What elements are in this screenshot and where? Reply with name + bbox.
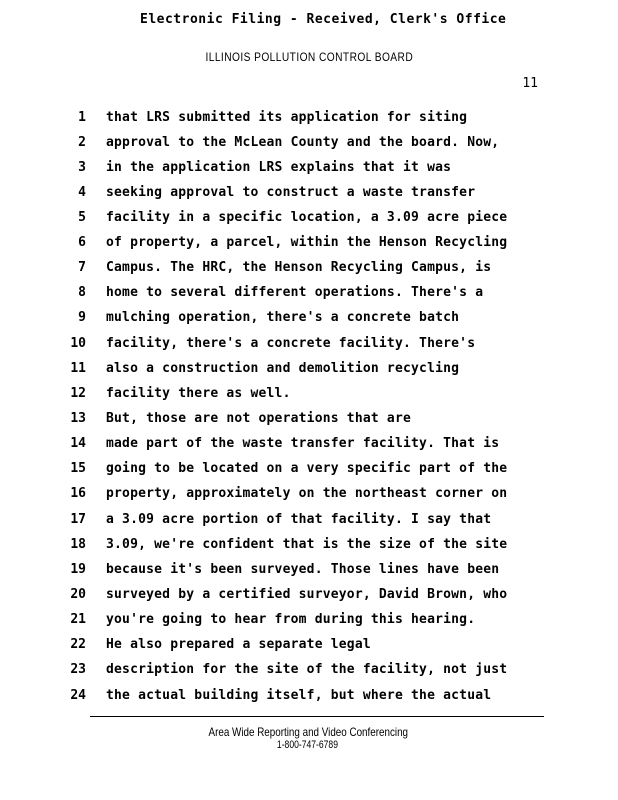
line-number: 23 <box>70 662 86 677</box>
transcript-line <box>0 587 618 612</box>
line-number: 19 <box>70 562 86 577</box>
line-number: 17 <box>70 512 86 527</box>
transcript-line <box>0 310 618 335</box>
line-number: 4 <box>78 185 86 200</box>
transcript-line <box>0 688 618 713</box>
line-text: of property, a parcel, within the Henson Recycling <box>106 235 508 250</box>
transcript-line <box>0 537 618 562</box>
footer-divider <box>90 716 544 717</box>
line-text: you're going to hear from during this hearing. <box>106 612 476 627</box>
transcript-line <box>0 185 618 210</box>
line-text: surveyed by a certified surveyor, David Brown, who <box>106 587 508 602</box>
transcript-line <box>0 260 618 285</box>
line-number: 11 <box>70 361 86 376</box>
line-text: facility in a specific location, a 3.09 acre piece <box>106 210 508 225</box>
line-text: description for the site of the facility, not just <box>106 662 508 677</box>
line-text: going to be located on a very specific part of the <box>106 461 508 476</box>
line-text: But, those are not operations that are <box>106 411 412 426</box>
line-number: 9 <box>78 310 86 325</box>
line-number: 21 <box>70 612 86 627</box>
line-text: Campus. The HRC, the Henson Recycling Campus, is <box>106 260 492 275</box>
transcript-line <box>0 210 618 235</box>
line-number: 18 <box>70 537 86 552</box>
line-text: the actual building itself, but where the actual <box>106 688 492 703</box>
line-text: mulching operation, there's a concrete batch <box>106 310 460 325</box>
line-text: seeking approval to construct a waste transfer <box>106 185 476 200</box>
line-number: 6 <box>78 235 86 250</box>
line-number: 8 <box>78 285 86 300</box>
line-number: 15 <box>70 461 86 476</box>
footer-phone: 1-800-747-6789 <box>276 739 338 751</box>
footer-company: Area Wide Reporting and Video Conferencing <box>208 725 409 739</box>
line-text: a 3.09 acre portion of that facility. I say that <box>106 512 492 527</box>
transcript-line <box>0 436 618 461</box>
line-number: 1 <box>78 110 86 125</box>
transcript-line <box>0 512 618 537</box>
transcript-line <box>0 361 618 386</box>
line-number: 22 <box>70 637 86 652</box>
transcript-line <box>0 637 618 662</box>
line-text: that LRS submitted its application for siting <box>106 110 468 125</box>
line-number: 24 <box>70 688 86 703</box>
line-number: 16 <box>70 486 86 501</box>
line-text: facility, there's a concrete facility. There's <box>106 336 476 351</box>
line-text: because it's been surveyed. Those lines have been <box>106 562 500 577</box>
line-number: 14 <box>70 436 86 451</box>
transcript-line <box>0 411 618 436</box>
transcript-line <box>0 461 618 486</box>
line-text: also a construction and demolition recycling <box>106 361 460 376</box>
transcript-line <box>0 285 618 310</box>
transcript-line <box>0 562 618 587</box>
line-number: 12 <box>70 386 86 401</box>
board-title: ILLINOIS POLLUTION CONTROL BOARD <box>205 50 414 64</box>
line-number: 3 <box>78 160 86 175</box>
line-text: He also prepared a separate legal <box>106 637 371 652</box>
line-text: facility there as well. <box>106 386 291 401</box>
line-text: in the application LRS explains that it was <box>106 160 452 175</box>
line-number: 2 <box>78 135 86 150</box>
line-text: made part of the waste transfer facility. That is <box>106 436 500 451</box>
transcript-line <box>0 160 618 185</box>
line-number: 20 <box>70 587 86 602</box>
line-number: 10 <box>70 336 86 351</box>
transcript-line <box>0 486 618 511</box>
transcript-line <box>0 612 618 637</box>
line-text: property, approximately on the northeast corner on <box>106 486 508 501</box>
page-number: 11 <box>522 76 538 91</box>
transcript-line <box>0 386 618 411</box>
transcript-line <box>0 135 618 160</box>
line-text: approval to the McLean County and the board. Now, <box>106 135 500 150</box>
transcript-line <box>0 235 618 260</box>
line-number: 7 <box>78 260 86 275</box>
line-number: 13 <box>70 411 86 426</box>
transcript-line <box>0 336 618 361</box>
line-text: home to several different operations. There's a <box>106 285 484 300</box>
line-number: 5 <box>78 210 86 225</box>
transcript-line <box>0 662 618 687</box>
line-text: 3.09, we're confident that is the size of the site <box>106 537 508 552</box>
filing-stamp: Electronic Filing - Received, Clerk's Office <box>140 12 507 27</box>
transcript-line <box>0 110 618 135</box>
